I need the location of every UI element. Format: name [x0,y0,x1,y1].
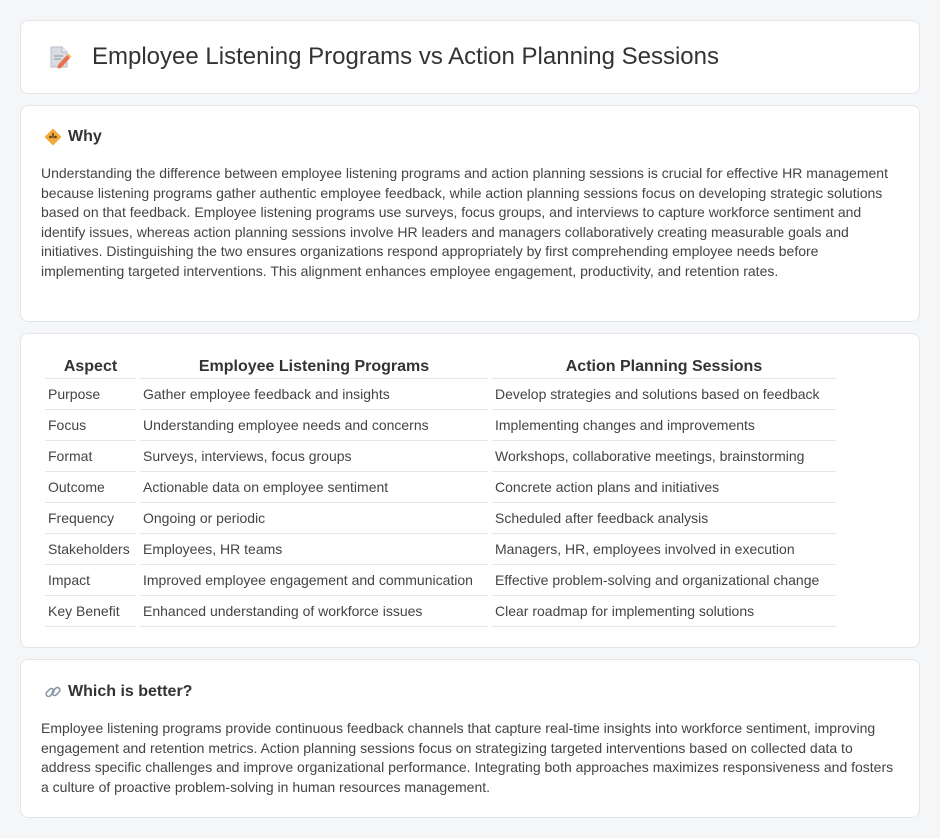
why-title: Why [68,128,102,145]
aspect-cell: Frequency [45,503,136,534]
table-header-row [45,352,836,379]
listening-cell: Improved employee engagement and communication [140,565,488,596]
table-row [45,565,836,596]
warning-diamond-icon [44,128,62,146]
table-row [45,379,836,410]
page-title: Employee Listening Programs vs Action Planning Sessions [92,43,719,70]
header-action-planning: Action Planning Sessions [492,352,836,379]
table-row [45,534,836,565]
table-row [45,596,836,627]
page-container [20,20,920,829]
listening-cell: Ongoing or periodic [140,503,488,534]
header-aspect: Aspect [45,352,136,379]
planning-cell: Managers, HR, employees involved in execution [492,534,836,565]
aspect-cell: Format [45,441,136,472]
link-icon [44,683,62,701]
listening-cell: Surveys, interviews, focus groups [140,441,488,472]
aspect-cell: Stakeholders [45,534,136,565]
comparison-section [20,333,920,648]
why-section [20,105,920,322]
header-employee-listening: Employee Listening Programs [140,352,488,379]
listening-cell: Enhanced understanding of workforce issues [140,596,488,627]
planning-cell: Clear roadmap for implementing solutions [492,596,836,627]
aspect-cell: Outcome [45,472,136,503]
table-row [45,441,836,472]
which-heading [44,683,899,701]
header-card [20,20,920,94]
planning-cell: Develop strategies and solutions based on feedback [492,379,836,410]
aspect-cell: Key Benefit [45,596,136,627]
which-title: Which is better? [68,683,193,700]
planning-cell: Scheduled after feedback analysis [492,503,836,534]
which-text: Employee listening programs provide continuous feedback channels that capture real-time insights into workforce sentiment, improving engagement and retention metrics. Action planning sessions focus on strategizing targeted interventions based on collected data to address specific challenges and improve organizational performance. Integrating both approaches maximizes responsiveness and fosters a culture of proactive problem-solving in human resources management. [41,720,894,795]
listening-cell: Actionable data on employee sentiment [140,472,488,503]
table-row [45,410,836,441]
document-pencil-icon [46,44,72,70]
listening-cell: Understanding employee needs and concerns [140,410,488,441]
listening-cell: Gather employee feedback and insights [140,379,488,410]
why-heading [44,128,899,146]
listening-cell: Employees, HR teams [140,534,488,565]
planning-cell: Implementing changes and improvements [492,410,836,441]
why-text: Understanding the difference between employee listening programs and action planning sessions is crucial for effective HR management because listening programs gather authentic employee feedback, while action planning sessions focus on developing strategic solutions based on that feedback. Employee listening programs use surveys, focus groups, and interviews to capture workforce sentiment and identify issues, whereas action planning sessions involve HR leaders and managers collaboratively creating measurable goals and initiatives. Distinguishing the two ensures organizations respond appropriately by first comprehending employee needs before implementing targeted interventions. This alignment enhances employee engagement, productivity, and retention rates. [41,165,888,279]
aspect-cell: Focus [45,410,136,441]
which-section [20,659,920,818]
aspect-cell: Impact [45,565,136,596]
table-row [45,503,836,534]
planning-cell: Workshops, collaborative meetings, brainstorming [492,441,836,472]
planning-cell: Effective problem-solving and organizational change [492,565,836,596]
comparison-table [41,352,840,627]
aspect-cell: Purpose [45,379,136,410]
table-row [45,472,836,503]
planning-cell: Concrete action plans and initiatives [492,472,836,503]
